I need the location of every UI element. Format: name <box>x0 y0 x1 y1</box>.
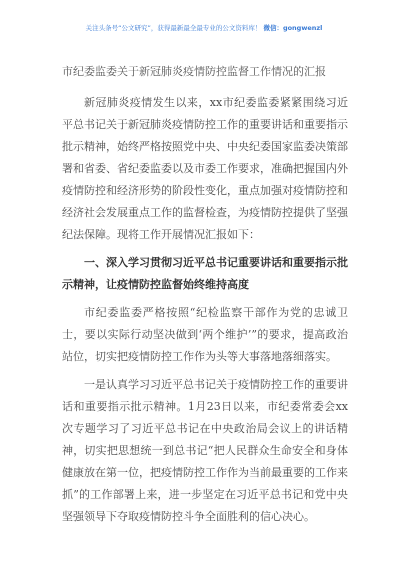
document-title: 市纪委监委关于新冠肺炎疫情防控监督工作情况的汇报 <box>62 65 326 78</box>
banner-wechat: 微信：gongwenzl <box>263 24 323 32</box>
paragraph-2: 市纪委监委严格按照“纪检监察干部作为党的忠诚卫士，要以实际行动坚决做到‘两个维护’”的要求，提高政治站位，切实把疫情防控工作作为头等大事落地落细落实。 <box>62 306 348 363</box>
paragraph-3: 一是认真学习习近平总书记关于疫情防控工作的重要讲话和重要指示批示精神。1月23日以来，市纪委常委会xx次专题学习了习近平总书记在中央政治局会议上的讲话精神，切实把思想统一到总书记“把人民群众生命安全和身体健康放在第一位，把疫情防控工作作为当前最重要的工作来抓”的工作部署上来，进一步坚定在习近平总书记和党中央坚强领导下夺取疫情防控斗争全面胜利的信心决心。 <box>62 378 348 523</box>
section-heading-1: 一、深入学习贯彻习近平总书记重要讲话和重要指示批示精神，让疫情防控监督始终维持高度 <box>62 256 348 291</box>
banner-text: 关注头条号“公文研究”，获得最新最全最专业的公文资料库！ <box>85 24 262 32</box>
paragraph-intro: 新冠肺炎疫情发生以来，xx市纪委监委紧紧围绕习近平总书记关于新冠肺炎疫情防控工作的重要讲话和重要指示批示精神，始终严格按照党中央、中央纪委国家监委决策部署和省委、省纪委监委以及市委工作要求，准确把握国内外疫情防控和经济形势的阶段性变化，重点加强对疫情防控和经济社会发展重点工作的监督检查，为疫情防控提供了坚强纪法保障。现将工作开展情况汇报如下： <box>62 96 348 241</box>
header-banner <box>0 23 408 32</box>
document-page <box>62 64 348 534</box>
